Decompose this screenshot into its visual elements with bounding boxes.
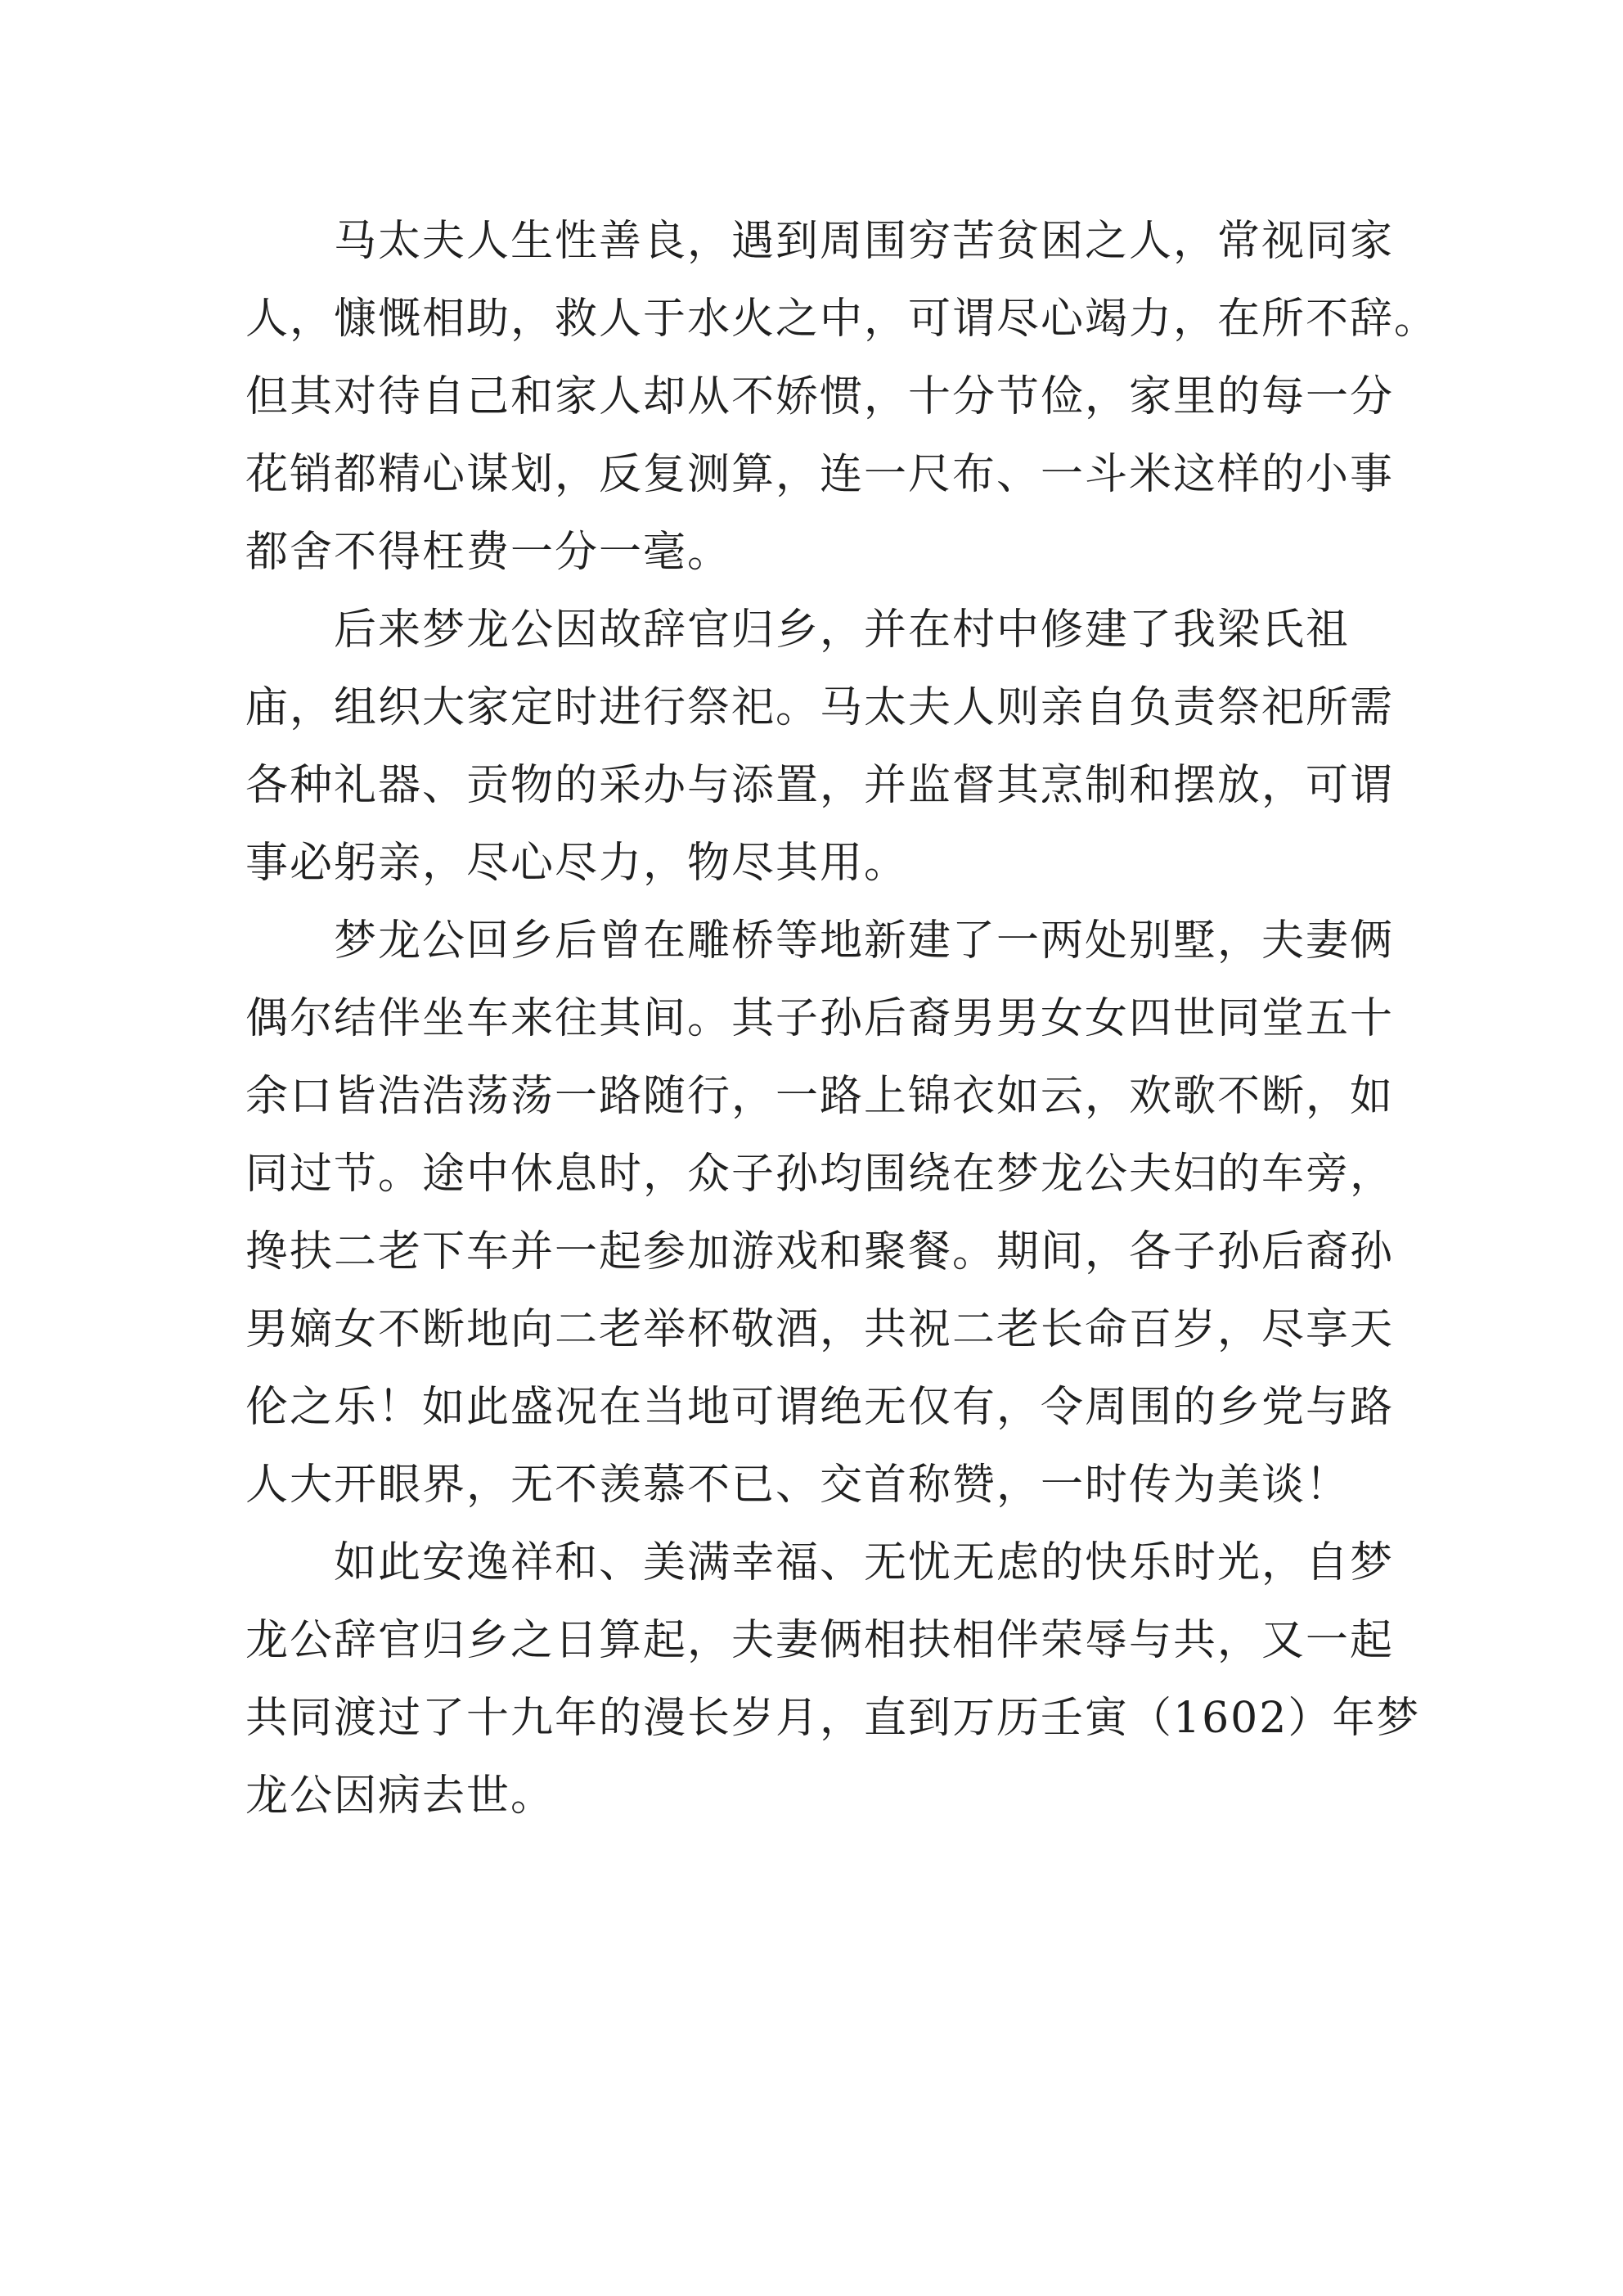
paragraph-line: 共同渡过了十九年的漫长岁月，直到万历壬寅（1602）年梦: [245, 1694, 1421, 1743]
paragraph-line: 后来梦龙公因故辞官归乡，并在村中修建了我梁氏祖: [334, 606, 1351, 655]
paragraph-line: 偶尔结伴坐车来往其间。其子孙后裔男男女女四世同堂五十: [245, 994, 1395, 1043]
paragraph-line: 同过节。途中休息时，众子孙均围绕在梦龙公夫妇的车旁，: [245, 1150, 1395, 1199]
paragraph-line: 但其对待自己和家人却从不娇惯，十分节俭，家里的每一分: [245, 372, 1395, 421]
paragraph-line: 都舍不得枉费一分一毫。: [245, 528, 732, 577]
paragraph-1: [245, 203, 1439, 592]
paragraph-line: 余口皆浩浩荡荡一路随行，一路上锦衣如云，欢歌不断，如: [245, 1072, 1395, 1121]
paragraph-2: [245, 592, 1395, 903]
paragraph-line: 庙，组织大家定时进行祭祀。马太夫人则亲自负责祭祀所需: [245, 683, 1395, 732]
paragraph-4: [245, 1524, 1421, 1835]
paragraph-line: 花销都精心谋划，反复测算，连一尺布、一斗米这样的小事: [245, 450, 1395, 499]
paragraph-line: 人，慷慨相助，救人于水火之中，可谓尽心竭力，在所不辞。: [245, 295, 1439, 344]
paragraph-line: 龙公辞官归乡之日算起，夫妻俩相扶相伴荣辱与共，又一起: [245, 1616, 1395, 1665]
document-body: [245, 203, 1439, 1835]
paragraph-line: 男嫡女不断地向二老举杯敬酒，共祝二老长命百岁，尽享天: [245, 1305, 1395, 1354]
paragraph-line: 搀扶二老下车并一起参加游戏和聚餐。期间，各子孙后裔孙: [245, 1227, 1395, 1276]
paragraph-line: 事必躬亲，尽心尽力，物尽其用。: [245, 839, 909, 888]
paragraph-line: 如此安逸祥和、美满幸福、无忧无虑的快乐时光，自梦: [334, 1538, 1395, 1587]
paragraph-line: 马太夫人生性善良，遇到周围穷苦贫困之人，常视同家: [334, 217, 1395, 266]
paragraph-line: 梦龙公回乡后曾在雕桥等地新建了一两处别墅，夫妻俩: [334, 916, 1395, 966]
paragraph-line: 各种礼器、贡物的采办与添置，并监督其烹制和摆放，可谓: [245, 761, 1395, 810]
paragraph-line: 人大开眼界，无不羡慕不已、交首称赞，一时传为美谈！: [245, 1461, 1351, 1510]
paragraph-3: [245, 903, 1395, 1524]
paragraph-line: 龙公因病去世。: [245, 1772, 555, 1821]
paragraph-line: 伦之乐！如此盛况在当地可谓绝无仅有，令周围的乡党与路: [245, 1383, 1395, 1432]
